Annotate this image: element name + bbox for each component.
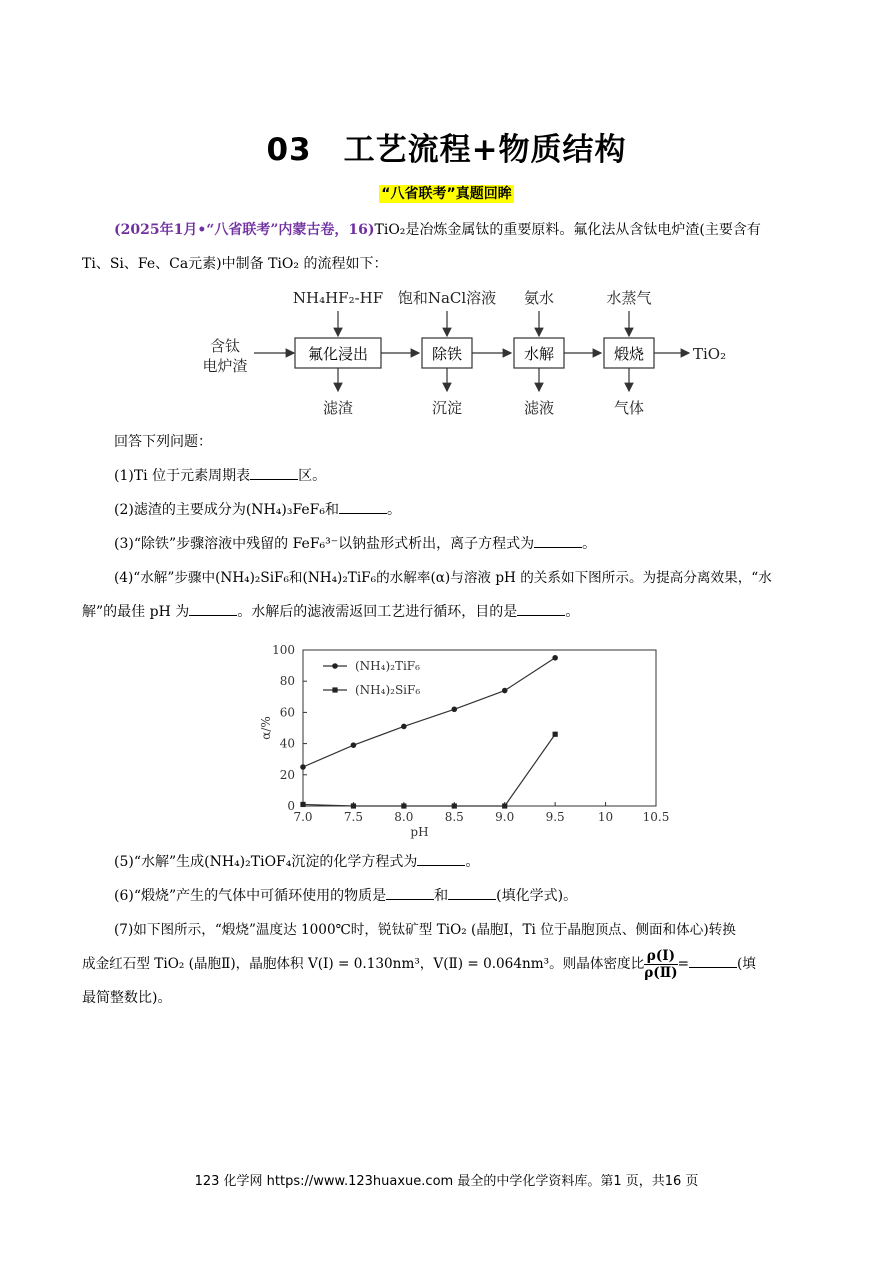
step-iron-removal: 除铁 xyxy=(431,345,463,363)
question-6-text: (6)“煅烧”产生的气体中可循环使用的物质是 xyxy=(114,888,387,904)
data-point xyxy=(553,732,558,737)
data-point xyxy=(452,803,457,808)
hydrolysis-chart xyxy=(248,638,678,843)
section-subtitle-wrap xyxy=(0,183,893,203)
answer-blank xyxy=(689,953,737,968)
data-point xyxy=(351,803,356,808)
x-tick-label: 8.0 xyxy=(394,810,414,824)
questions-intro: 回答下列问题： xyxy=(114,434,212,450)
legend-marker xyxy=(332,663,338,669)
question-2-end: 。 xyxy=(387,502,401,518)
process-flow-diagram xyxy=(190,283,750,423)
x-axis-label: pH xyxy=(410,825,429,839)
answer-blank xyxy=(250,465,298,480)
input-reagent-2: 饱和NaCl溶液 xyxy=(397,289,497,307)
x-tick-label: 10.5 xyxy=(642,810,670,824)
x-tick-label: 9.0 xyxy=(495,810,515,824)
intro-paragraph xyxy=(82,213,814,281)
question-6 xyxy=(82,879,814,913)
question-2 xyxy=(82,493,814,527)
question-1 xyxy=(82,459,814,493)
output-1: 滤渣 xyxy=(322,399,354,417)
data-point xyxy=(502,803,507,808)
fraction-numerator: ρ(Ⅰ) xyxy=(644,948,677,965)
answer-blank xyxy=(417,851,465,866)
x-tick-label: 9.5 xyxy=(545,810,565,824)
input-reagent-3: 氨水 xyxy=(523,289,555,307)
answer-blank xyxy=(517,601,565,616)
answer-blank xyxy=(448,885,496,900)
series-line-1 xyxy=(303,658,555,767)
x-tick-label: 8.5 xyxy=(444,810,464,824)
question-4-line-1: (4)“水解”步骤中(NH₄)₂SiF₆和(NH₄)₂TiF₆的水解率(α)与溶液 pH 的关系如下图所示。为提高分离效果，“水 xyxy=(114,570,772,586)
fraction-denominator: ρ(Ⅱ) xyxy=(644,965,678,981)
x-tick-label: 7.0 xyxy=(293,810,313,824)
data-point xyxy=(401,803,406,808)
answer-blank xyxy=(534,533,582,548)
intro-line-2: Ti、Si、Fe、Ca元素)中制备 TiO₂ 的流程如下： xyxy=(82,256,388,272)
question-4-text-b: 。水解后的滤液需返回工艺进行循环，目的是 xyxy=(237,604,518,620)
output-2: 沉淀 xyxy=(431,399,463,417)
question-2-text: (2)滤渣的主要成分为(NH₄)₃FeF₆和 xyxy=(114,502,339,518)
series-line-2 xyxy=(303,734,555,806)
question-7-line-1: (7)如下图所示，“煅烧”温度达 1000℃时，锐钛矿型 TiO₂ (晶胞Ⅰ，Ti 位于晶胞顶点、侧面和体心)转换 xyxy=(114,922,736,938)
question-3-text: (3)“除铁”步骤溶液中残留的 FeF₆³⁻以钠盐形式析出，离子方程式为 xyxy=(114,536,535,552)
question-5 xyxy=(82,845,814,879)
question-source: (2025年1月•“八省联考”内蒙古卷，16) xyxy=(114,222,375,238)
step-calcination: 煅烧 xyxy=(613,345,645,363)
question-7-text-a: 成金红石型 TiO₂ (晶胞Ⅱ)，晶胞体积 V(Ⅰ) = 0.130nm³，V(Ⅱ) = 0.064nm³。则晶体密度比 xyxy=(82,956,645,972)
y-tick-label: 100 xyxy=(272,643,295,657)
question-4-end: 。 xyxy=(565,604,580,620)
equals-sign: = xyxy=(677,956,689,972)
question-7-line-2 xyxy=(82,947,814,981)
answer-blank xyxy=(386,885,434,900)
questions-1-3 xyxy=(82,425,814,629)
question-6-and: 和 xyxy=(434,888,449,904)
data-point xyxy=(300,802,305,807)
question-3-end: 。 xyxy=(582,536,597,552)
question-4-text-a: 解”的最佳 pH 为 xyxy=(82,604,190,620)
question-7-text-c: (填 xyxy=(737,956,756,972)
answer-blank xyxy=(189,601,237,616)
step-fluorination: 氟化浸出 xyxy=(307,345,369,363)
page-footer: 123 化学网 https://www.123huaxue.com 最全的中学化学资料库。第1 页，共16 页 xyxy=(194,1174,699,1189)
page-title: 03 工艺流程+物质结构 xyxy=(266,132,627,168)
input-reagent-4: 水蒸气 xyxy=(606,289,652,307)
step-hydrolysis: 水解 xyxy=(523,345,555,363)
intro-line-1: TiO₂是冶炼金属钛的重要原料。氟化法从含钛电炉渣(主要含有 xyxy=(374,222,761,238)
feed-label-1: 含钛 xyxy=(209,337,241,355)
product-label: TiO₂ xyxy=(693,345,727,363)
data-point xyxy=(300,764,306,770)
legend-marker xyxy=(332,687,337,692)
density-ratio-fraction xyxy=(644,948,677,981)
y-tick-label: 80 xyxy=(279,674,295,689)
y-axis-label: α/% xyxy=(259,716,273,740)
question-5-text: (5)“水解”生成(NH₄)₂TiOF₄沉淀的化学方程式为 xyxy=(114,854,418,870)
y-tick-label: 40 xyxy=(279,736,295,751)
output-4: 气体 xyxy=(613,399,645,417)
question-1-text: (1)Ti 位于元素周期表 xyxy=(114,468,251,484)
legend-label: (NH₄)₂TiF₆ xyxy=(355,659,420,673)
question-6-end: (填化学式)。 xyxy=(496,888,578,904)
output-3: 滤液 xyxy=(523,399,555,417)
data-point xyxy=(552,655,558,661)
question-3 xyxy=(82,527,814,561)
data-point xyxy=(401,724,407,730)
questions-5-7 xyxy=(82,845,814,1015)
question-4-line-2 xyxy=(82,595,814,629)
question-7-line-3: 最简整数比)。 xyxy=(82,990,172,1006)
y-tick-label: 0 xyxy=(287,799,295,813)
data-point xyxy=(451,706,457,712)
section-subtitle: “八省联考”真题回眸 xyxy=(381,186,512,202)
plot-frame xyxy=(303,650,656,806)
x-tick-label: 7.5 xyxy=(343,810,363,824)
y-tick-label: 20 xyxy=(279,767,295,782)
question-5-end: 。 xyxy=(465,854,480,870)
input-reagent-1: NH₄HF₂-HF xyxy=(292,289,384,307)
answer-blank xyxy=(339,499,387,514)
legend-label: (NH₄)₂SiF₆ xyxy=(355,683,421,697)
question-1-end: 区。 xyxy=(298,468,327,484)
data-point xyxy=(351,742,357,748)
y-tick-label: 60 xyxy=(279,705,295,720)
data-point xyxy=(502,688,508,694)
feed-label-2: 电炉渣 xyxy=(202,357,248,375)
x-tick-label: 10 xyxy=(597,810,614,824)
